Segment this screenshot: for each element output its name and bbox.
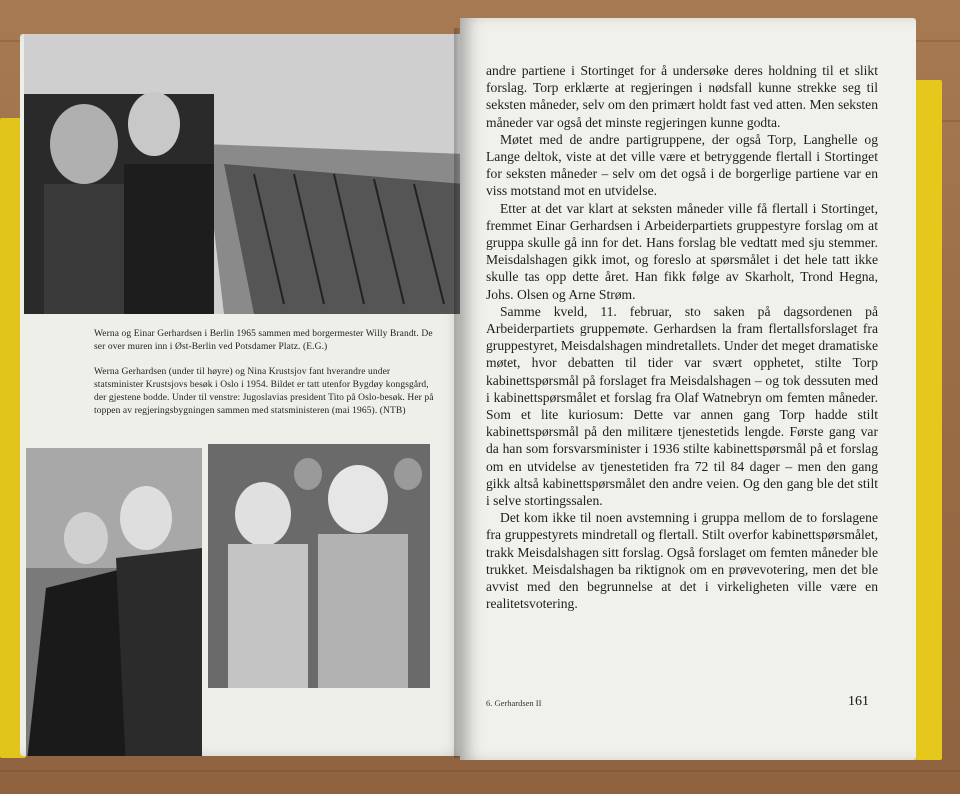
- signature-mark: 6. Gerhardsen II: [486, 698, 542, 708]
- paragraph: andre partiene i Stortinget for å undersøke deres holdning til et slikt forslag. Torp erklærte at regjeringen i nødsfall kunne strekke seg til seksten måneder, selv om den primært holdt fast ved atten. Men seksten måneder var også det minste regjeringen kunne godta.: [486, 63, 878, 130]
- photo-caption-oslo: Werna Gerhardsen (under til høyre) og Nina Krustsjov fant hverandre under statsminister Krustsjovs besøk i Oslo i 1954. Bildet er tatt utenfor Bygdøy kongsgård, der gjestene bodde. Under til venstre: Jugoslavias president Tito på Oslo-besøk. Her på toppen av regjeringsbygningen sammen med statsministeren (mai 1965). (NTB): [94, 367, 434, 416]
- photo-werna-nina-drawing: [208, 444, 430, 688]
- paragraph: Samme kveld, 11. februar, sto saken på dagsordenen på Arbeiderpartiets gruppemøte. Gerhardsen la fram flertallsforslaget fra gruppestyret, Meisdalshagen mindretallets. Under det meget dramatiske møtet, hvor debatten til tider var svært opphetet, stilte Torp kabinettspørsmål på forslaget fra Meisdalshagen – og tok dessuten med i kabinettspørsmålet et forslag fra Olaf Watnebryn om femten måneder. Som et lite kuriosum: Dette var annen gang Torp hadde stilt kabinettspørsmål på den militære tjenestetids lengde. Første gang var da han som forsvarsminister i 1936 stilte kabinettspørsmål på et forslag om en utvidelse av tjenestetiden fra 72 til 84 dager – men den gang gikk altså kabinettspørsmålet den andre veien. Og den gang ble det stilt i selve stortingssalen.: [486, 303, 878, 509]
- body-text: [486, 62, 878, 613]
- paragraph: Etter at det var klart at seksten måneder ville få flertall i Stortinget, fremmet Einar Gerhardsen i Arbeiderpartiets gruppestyre forslag om at gruppa skulle gå inn for det. Hans forslag ble vedtatt med sju stemmer. Meisdalshagen gikk imot, og foreslo at spørsmålet i det hele tatt ikke skulle tas opp dette året. Han fikk følge av Skarholt, Trond Hegna, Johs. Olsen og Arne Strøm.: [486, 200, 878, 302]
- paragraph: Møtet med de andre partigruppene, der også Torp, Langhelle og Lange deltok, viste at det ville være et betryggende flertall i Stortinget for seksten måneder – selv om det også i de borgerlige partiene var en viss motstand mot en utvidelse.: [486, 131, 878, 199]
- photo-tito-drawing: [26, 448, 202, 756]
- photo-tito: [26, 448, 202, 756]
- wood-grain: [0, 770, 960, 772]
- left-page: [20, 34, 468, 756]
- photo-berlin-wall: [24, 34, 464, 314]
- open-book: [14, 18, 922, 758]
- photo-caption-berlin: Werna og Einar Gerhardsen i Berlin 1965 sammen med borgermester Willy Brandt. De ser over muren inn i Øst-Berlin ved Potsdamer Platz. (E.G.): [94, 329, 433, 352]
- photo-berlin-wall-drawing: [24, 34, 464, 314]
- right-page: [460, 18, 916, 760]
- photo-werna-nina: [208, 444, 430, 688]
- paragraph: Det kom ikke til noen avstemning i gruppa mellom de to forslagene fra gruppestyrets mindretall og flertall. Stilt overfor kabinettspørsmålet, trakk Meisdalshagen sitt forslag. Også forslaget om femten måneder ble trukket. Meisdalshagen ba riktignok om en prøvevotering, men det ble avvist med den begrunnelse at det i virkeligheten ville være en realitetsvotering.: [486, 510, 878, 612]
- page-number: 161: [848, 694, 869, 709]
